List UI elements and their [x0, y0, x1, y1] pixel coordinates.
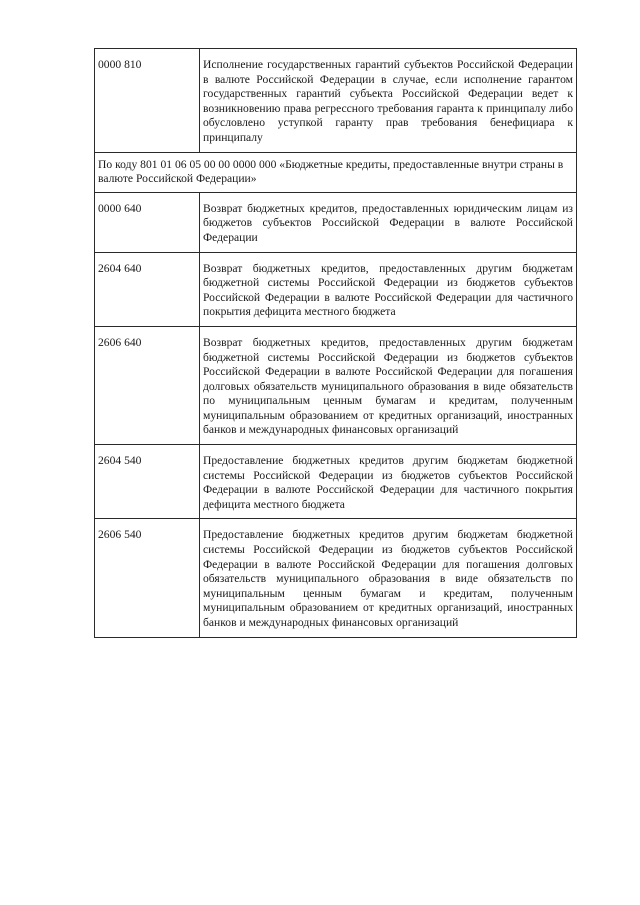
budget-codes-table [94, 48, 577, 638]
row-description: Предоставление бюджетных кредитов другим бюджетам бюджетной системы Российской Федерации из бюджетов субъектов Российской Федерации в валюте Российской Федерации для частичного покрытия дефицита местного бюджета [200, 445, 577, 519]
row-description: Возврат бюджетных кредитов, предоставленных другим бюджетам бюджетной системы Российской Федерации из бюджетов субъектов Российской Федерации в валюте Российской Федерации для погашения долговых обязательств муниципального образования в виде обязательств по муниципальным ценным бумагам и кредитам, полученным муниципальным образованием от кредитных организаций, иностранных банков и международных финансовых организаций [200, 326, 577, 444]
row-description: Исполнение государственных гарантий субъектов Российской Федерации в валюте Российской Федерации в случае, если исполнение гарантом государственных гарантий субъекта Российской Федерации ведет к возникновению права регрессного требования гаранта к принципалу либо обусловлено уступкой гаранту прав требования бенефициара к принципалу [200, 49, 577, 153]
table-row [95, 192, 577, 252]
row-code: 2606 640 [95, 326, 200, 444]
table-row [95, 252, 577, 326]
row-code: 0000 810 [95, 49, 200, 153]
row-code: 2606 540 [95, 519, 200, 637]
row-code: 0000 640 [95, 192, 200, 252]
row-description: Возврат бюджетных кредитов, предоставленных другим бюджетам бюджетной системы Российской Федерации из бюджетов субъектов Российской Федерации в валюте Российской Федерации для частичного покрытия дефицита местного бюджета [200, 252, 577, 326]
table-row [95, 445, 577, 519]
section-header-row [95, 152, 577, 192]
section-header: По коду 801 01 06 05 00 00 0000 000 «Бюджетные кредиты, предоставленные внутри страны в валюте Российской Федерации» [95, 152, 577, 192]
row-code: 2604 540 [95, 445, 200, 519]
table-row [95, 49, 577, 153]
row-description: Возврат бюджетных кредитов, предоставленных юридическим лицам из бюджетов субъектов Российской Федерации в валюте Российской Федерации [200, 192, 577, 252]
table-row [95, 326, 577, 444]
row-code: 2604 640 [95, 252, 200, 326]
row-description: Предоставление бюджетных кредитов другим бюджетам бюджетной системы Российской Федерации из бюджетов субъектов Российской Федерации в валюте Российской Федерации для погашения долговых обязательств муниципального образования в виде обязательств по муниципальным ценным бумагам и кредитам, полученным муниципальным образованием от кредитных организаций, иностранных банков и международных финансовых организаций [200, 519, 577, 637]
table-row [95, 519, 577, 637]
